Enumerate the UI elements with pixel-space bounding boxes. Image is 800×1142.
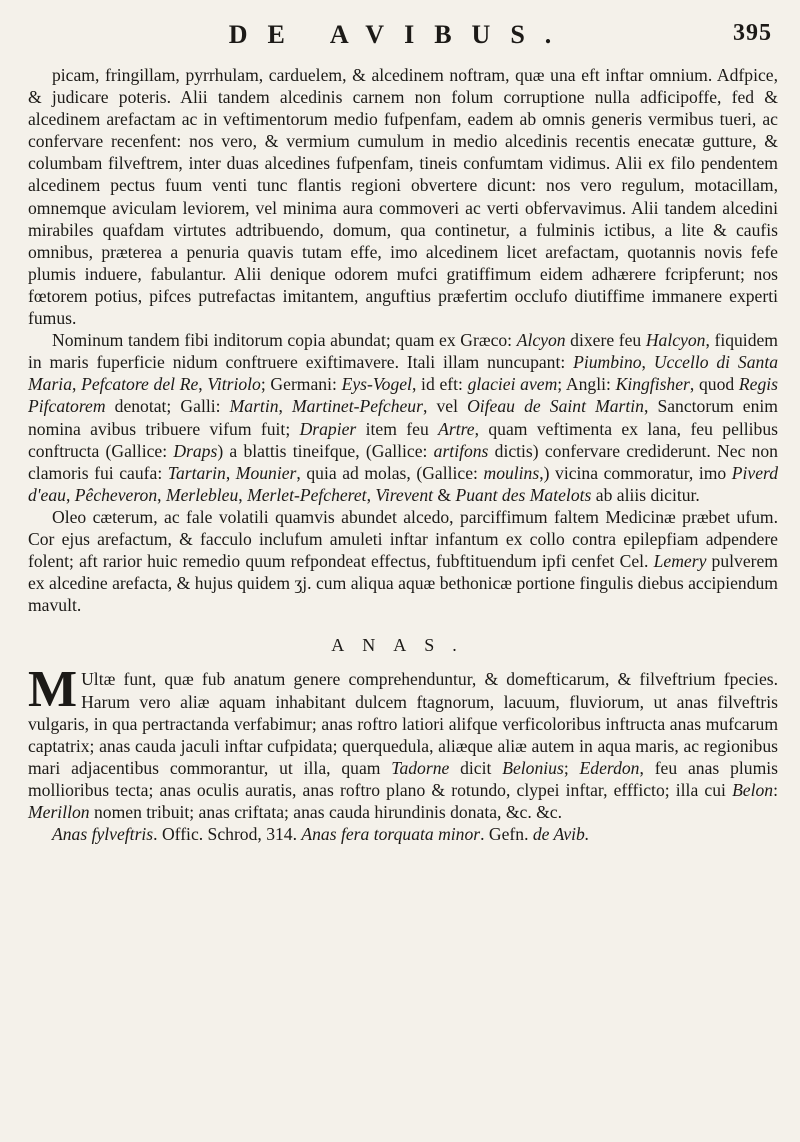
text-run: , fiquidem in maris fuperficie nidum conftruere exiftimavere. Itali illam nuncupant: <box>28 330 778 373</box>
italic-text-run: de Avib. <box>532 824 590 845</box>
italic-text-run: Tartarin <box>167 462 226 483</box>
text-run: , <box>71 374 82 395</box>
italic-text-run: Merillon <box>28 802 90 822</box>
text-run: , <box>225 462 236 483</box>
italic-text-run: Piumbino <box>573 352 642 373</box>
italic-text-run: Artre <box>438 418 475 439</box>
paragraph-oleo <box>28 506 778 616</box>
italic-text-run: Drapier <box>299 418 357 439</box>
running-head: DE AVIBUS. <box>228 20 572 49</box>
italic-text-run: Piverd d'eau <box>28 462 779 505</box>
italic-text-run: Tadorne <box>391 757 450 778</box>
italic-text-run: Lemery <box>653 551 707 572</box>
italic-text-run: Oifeau de Saint Martin <box>467 396 644 417</box>
italic-text-run: Kingfisher <box>615 374 690 395</box>
text-run: denotat; Galli: <box>105 396 230 417</box>
text-run: : <box>773 779 778 800</box>
italic-text-run: Draps <box>173 440 218 461</box>
text-run: , <box>238 484 248 505</box>
italic-text-run: Puant des Matelots <box>455 484 592 505</box>
text-run: , quam veftimenta ex lana, feu pellibus conftructa (Gallice: <box>28 418 778 461</box>
italic-text-run: Mounier <box>235 462 297 483</box>
text-run: , <box>198 374 208 395</box>
text-run: Nominum tandem fibi inditorum copia abundat; quam ex Græco: <box>52 330 517 351</box>
page-header <box>0 20 800 56</box>
anas-text <box>28 661 778 822</box>
text-run: , <box>65 484 75 505</box>
text-run: , <box>278 396 293 417</box>
text-run: ; Angli: <box>557 374 616 395</box>
text-run: ; Germani: <box>260 374 342 395</box>
text-run: item feu <box>356 418 439 439</box>
citation-line <box>28 823 778 845</box>
page-number: 395 <box>733 20 772 46</box>
text-run: Oleo cæterum, ac fale volatili quamvis abundet alcedo, parciffimum faltem Medicinæ præbet ufum. Cor ejus arefactum, & facculo inclufum amuleti inftar infantum ex collo contra epilepfiam adpendere folent; aft rarior huic remedio quum refpondeat effectus, fubftituendum ipfi cenfet Cel. <box>28 506 778 572</box>
text-run: nomen tribuit; anas criftata; anas cauda hirundinis donata, &c. &c. <box>89 802 563 822</box>
italic-text-run: Ederdon <box>579 757 640 778</box>
text-run: , vel <box>422 396 468 417</box>
paragraph-anas <box>28 661 778 823</box>
text-run: dixere feu <box>565 330 646 351</box>
text-run: dictis) confervare crediderunt. Nec non clamoris fui caufa: <box>28 440 778 483</box>
text-run: & <box>433 484 456 505</box>
italic-text-run: Halcyon <box>645 330 706 351</box>
drop-cap: M <box>28 661 78 719</box>
text-run: ab aliis dicitur. <box>591 484 700 505</box>
text-run: ; <box>563 757 580 778</box>
text-run: ,) vicina commoratur, imo <box>539 462 732 483</box>
text-run: , <box>366 484 376 505</box>
italic-text-run: glaciei avem <box>467 374 558 395</box>
italic-text-run: Merlebleu <box>165 484 239 505</box>
text-run: Ultæ funt, quæ fub anatum genere comprehenduntur, & domefticarum, & filveftrium fpecies. Harum vero aliæ aquam inhabitant dulcem ftagnorum, lacuum, fluviorum, ut anas filveftris vulgaris, in qua pertractanda verfabimur; anas roftro latiori alifque verficoloribus inftructa anas mufcarum captatrix; anas cauda jaculi inftar cufpidata; querquedula, aliæque aliæ autem in aqua maris, ac regionibus mari adjacentibus commorantur, ut illa, quam <box>28 669 778 778</box>
text-run: , quod <box>689 374 739 395</box>
text-run: pulverem ex alcedine arefacta, & hujus quidem ʒj. cum aliqua aquæ bethonicæ portione fingulis diebus accipiendum mavult. <box>28 551 778 616</box>
italic-text-run: Eys-Vogel <box>341 374 412 395</box>
italic-text-run: Martinet-Pefcheur <box>292 396 423 417</box>
section-title: ANAS. <box>331 635 475 656</box>
text-run: , <box>157 484 166 505</box>
italic-text-run: Vitriolo <box>207 374 261 395</box>
italic-text-run: Anas fera torquata minor <box>301 824 481 845</box>
italic-text-run: Virevent <box>375 484 434 505</box>
text-run: , id eft: <box>411 374 468 395</box>
text-run: ) a blattis tineifque, (Gallice: <box>217 440 434 461</box>
text-run: . Gefn. <box>480 824 533 845</box>
italic-text-run: Belonius <box>502 757 564 778</box>
italic-text-run: Alcyon <box>516 330 566 351</box>
paragraph-nomina <box>28 329 778 506</box>
italic-text-run: Merlet-Pefcheret <box>247 484 367 505</box>
body-text <box>28 64 778 845</box>
paragraph-alcedo-continued <box>28 64 778 329</box>
text-run: , feu anas plumis mollioribus tecta; anas oculis auratis, anas roftro plano & rotundo, clypei inftar, effficto; illa cui <box>28 757 778 800</box>
italic-text-run: Pêcheveron <box>74 484 158 505</box>
text-run: picam, fringillam, pyrrhulam, carduelem, & alcedinem noftram, quæ una eft inftar omnium. Adfpice, & judicare poteris. Alii tandem alcedinis carnem non folum corruptione nulla adficipoffe, fed & alcedinem arefactam ac in veftimentorum medio fufpenfam, eadem ab omnis generis vermibus tueri, ac confervare recenfent: nos vero, & vermium cumulum in medio alcedinis recentis enecatæ gutture, & columbam filveftrem, inter duas alcedines fufpenfam, tineis confumtam vidimus. Alii ex filo pendentem alcedinem pectus fuum venti tunc flantis regioni obvertere dicunt: nos vero regulum, motacillam, omnemque aviculam leviorem, vel minima aura commoveri ac verti obfervavimus. Alii tandem alcedini mirabiles quafdam virtutes adtribuendo, domum, qua continetur, a fulminis ictibus, a lite & caufis omnibus, præterea a penuria quavis tutam effe, imo alcedinem licet arefactam, quotannis novis fefe plumis induere, fabulantur. Alii denique odorem mufci gratiffimum eidem adhærere fcripferunt; nos fœtorem potius, pifces putrefactas imitantem, anguftius præfertim occlufo diutiffime immanere experti fumus. <box>28 65 778 329</box>
text-run: , <box>641 352 654 373</box>
italic-text-run: artifons <box>433 440 489 461</box>
italic-text-run: Anas fylveftris <box>52 824 154 845</box>
text-run: . Offic. Schrod, 314. <box>153 824 302 845</box>
text-run: , Sanctorum enim nomina avibus tribuere vifum fuit; <box>28 396 778 439</box>
italic-text-run: Pefcatore del Re <box>81 374 199 395</box>
italic-text-run: Regis Pifcatorem <box>28 374 778 417</box>
text-run: , quia ad molas, (Gallice: <box>296 462 484 483</box>
italic-text-run: Martin <box>229 396 279 417</box>
italic-text-run: Uccello di Santa Maria <box>28 352 779 395</box>
italic-text-run: moulins <box>483 462 540 483</box>
italic-text-run: Belon <box>732 779 774 800</box>
text-run: dicit <box>449 757 503 778</box>
